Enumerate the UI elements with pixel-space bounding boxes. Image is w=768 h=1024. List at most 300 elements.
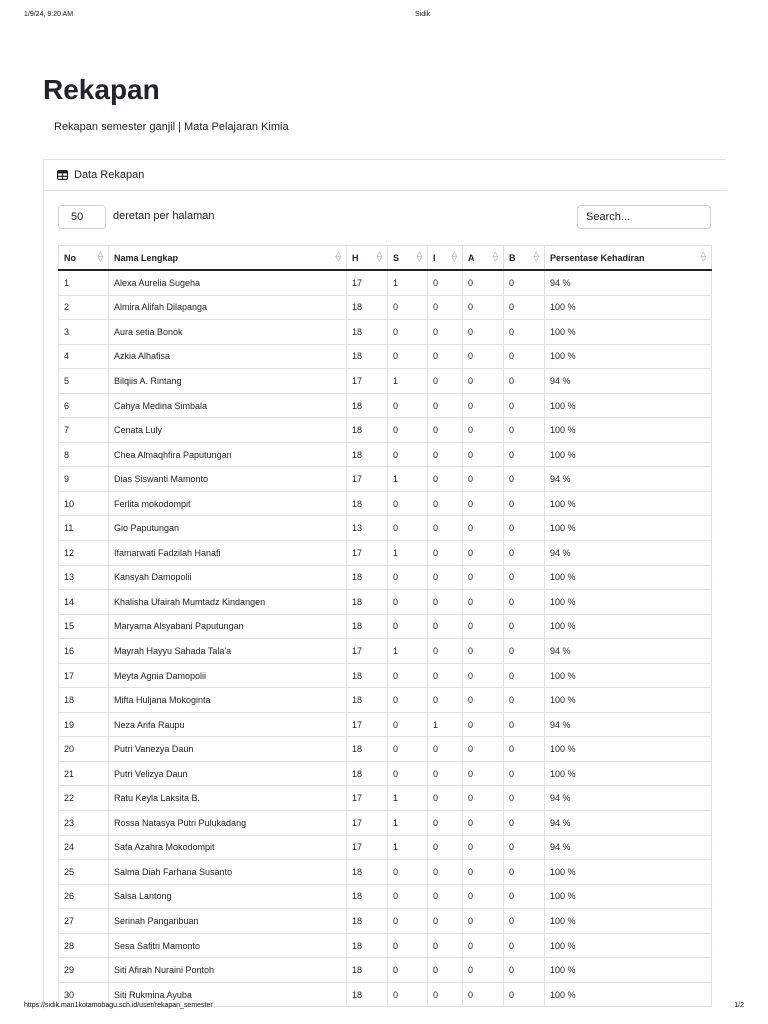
table-cell: 0 (428, 295, 463, 320)
table-cell: 6 (59, 393, 109, 418)
table-cell: 0 (428, 516, 463, 541)
table-row (59, 614, 712, 639)
table-cell: 100 % (545, 418, 712, 443)
table-row (59, 639, 712, 664)
table-cell: 0 (463, 663, 504, 688)
table-cell: 0 (388, 344, 428, 369)
table-cell: 22 (59, 786, 109, 811)
print-page-number: 1/2 (734, 1002, 744, 1009)
table-row (59, 491, 712, 516)
table-row (59, 688, 712, 713)
table-cell: 0 (428, 811, 463, 836)
table-cell: 0 (504, 565, 545, 590)
table-row (59, 884, 712, 909)
sort-icon: △ ▽ (451, 251, 457, 263)
print-datetime: 1/9/24, 9:20 AM (24, 11, 74, 18)
table-cell: 0 (463, 467, 504, 492)
table-cell: 29 (59, 958, 109, 983)
table-cell: 0 (428, 737, 463, 762)
table-cell: Serinah Pangaribuan (109, 909, 347, 934)
table-cell: 0 (428, 688, 463, 713)
table-cell: 17 (347, 270, 388, 295)
table-cell: 0 (463, 295, 504, 320)
table-cell: 100 % (545, 982, 712, 1007)
card-header (44, 160, 727, 191)
table-cell: 0 (504, 663, 545, 688)
table-row (59, 761, 712, 786)
sort-icon: △ ▽ (97, 251, 103, 263)
table-cell: 0 (428, 541, 463, 566)
table-cell: 0 (388, 442, 428, 467)
table-cell: 0 (428, 786, 463, 811)
table-cell: 0 (463, 909, 504, 934)
table-cell: 18 (347, 737, 388, 762)
table-cell: 25 (59, 860, 109, 885)
table-cell: 0 (388, 565, 428, 590)
table-cell: 0 (463, 958, 504, 983)
sort-icon: △ ▽ (533, 251, 539, 263)
table-cell: 0 (388, 663, 428, 688)
table-row (59, 369, 712, 394)
table-row (59, 590, 712, 615)
table-cell: 0 (463, 418, 504, 443)
column-header-label: B (509, 252, 516, 263)
column-header-label: S (393, 252, 400, 263)
table-cell: 0 (428, 344, 463, 369)
table-icon (57, 170, 68, 183)
table-cell: 0 (504, 491, 545, 516)
table-cell: Ferlita mokodompit (109, 491, 347, 516)
table-cell: 100 % (545, 860, 712, 885)
table-cell: 18 (347, 320, 388, 345)
table-cell: 0 (463, 761, 504, 786)
table-cell: 8 (59, 442, 109, 467)
table-cell: 1 (388, 467, 428, 492)
table-cell: 0 (463, 270, 504, 295)
table-cell: 0 (504, 320, 545, 345)
table-cell: 27 (59, 909, 109, 934)
table-cell: 18 (347, 761, 388, 786)
table-cell: 19 (59, 712, 109, 737)
column-header-label: A (468, 252, 475, 263)
table-cell: 100 % (545, 590, 712, 615)
table-cell: 100 % (545, 884, 712, 909)
table-cell: 0 (428, 958, 463, 983)
table-cell: 17 (347, 712, 388, 737)
table-row (59, 786, 712, 811)
table-cell: Siti Afirah Nuraini Pontoh (109, 958, 347, 983)
table-cell: 18 (347, 688, 388, 713)
print-url: https://sidik.man1kotamobagu.sch.id/user/rekapan_semester (24, 1002, 213, 1009)
table-cell: 4 (59, 344, 109, 369)
table-cell: 18 (59, 688, 109, 713)
table-cell: 0 (428, 590, 463, 615)
table-cell: 0 (463, 811, 504, 836)
table-cell: 18 (347, 491, 388, 516)
table-cell: 13 (347, 516, 388, 541)
table-cell: 100 % (545, 344, 712, 369)
table-cell: Putri Vanezya Daun (109, 737, 347, 762)
table-cell: 0 (504, 958, 545, 983)
table-cell: Ifamarwati Fadzilah Hanafi (109, 541, 347, 566)
page-title: Rekapan (43, 74, 160, 105)
table-cell: 100 % (545, 933, 712, 958)
column-header[interactable] (428, 246, 463, 271)
table-cell: 0 (463, 541, 504, 566)
table-cell: 17 (347, 369, 388, 394)
column-header[interactable] (109, 246, 347, 271)
sort-icon: △ ▽ (376, 251, 382, 263)
page-subtitle: Rekapan semester ganjil | Mata Pelajaran Kimia (54, 121, 289, 133)
table-cell: 0 (428, 614, 463, 639)
table-cell: Rossa Natasya Putri Pulukadang (109, 811, 347, 836)
table-cell: Siti Rukmina Ayuba (109, 982, 347, 1007)
table-cell: 0 (388, 393, 428, 418)
table-cell: 100 % (545, 295, 712, 320)
table-cell: Cahya Medina Simbala (109, 393, 347, 418)
table-cell: 9 (59, 467, 109, 492)
table-cell: 13 (59, 565, 109, 590)
table-cell: 0 (428, 639, 463, 664)
table-cell: 0 (504, 982, 545, 1007)
table-cell: 0 (463, 442, 504, 467)
table-cell: 17 (347, 467, 388, 492)
table-cell: 0 (463, 933, 504, 958)
table-cell: 17 (347, 639, 388, 664)
table-cell: 0 (463, 835, 504, 860)
table-cell: 0 (504, 688, 545, 713)
table-cell: 12 (59, 541, 109, 566)
table-cell: 0 (388, 860, 428, 885)
table-cell: 20 (59, 737, 109, 762)
table-cell: 0 (463, 860, 504, 885)
table-row (59, 860, 712, 885)
table-cell: Mifta Huljana Mokoginta (109, 688, 347, 713)
table-cell: 0 (388, 295, 428, 320)
table-cell: 1 (388, 835, 428, 860)
table-cell: Salsa Lantong (109, 884, 347, 909)
table-row (59, 418, 712, 443)
table-row (59, 541, 712, 566)
table-cell: 0 (428, 270, 463, 295)
table-cell: 0 (504, 614, 545, 639)
table-cell: 3 (59, 320, 109, 345)
table-cell: Chea Almaqhfira Paputungan (109, 442, 347, 467)
table-cell: 100 % (545, 688, 712, 713)
column-header[interactable] (347, 246, 388, 271)
column-header-label: I (433, 252, 436, 263)
table-cell: Sesa Safitri Mamonto (109, 933, 347, 958)
table-cell: 0 (504, 884, 545, 909)
table-cell: 100 % (545, 909, 712, 934)
table-cell: 100 % (545, 761, 712, 786)
entries-per-page-select[interactable] (58, 205, 106, 229)
table-cell: 0 (388, 491, 428, 516)
table-cell: 0 (428, 982, 463, 1007)
table-cell: 0 (428, 418, 463, 443)
rekap-table (58, 245, 712, 1007)
table-cell: 94 % (545, 712, 712, 737)
table-cell: 18 (347, 393, 388, 418)
table-row (59, 467, 712, 492)
table-row (59, 712, 712, 737)
table-row (59, 811, 712, 836)
table-cell: 0 (463, 614, 504, 639)
table-cell: 0 (428, 884, 463, 909)
table-cell: 0 (463, 982, 504, 1007)
table-cell: Mayrah Hayyu Sahada Tala'a (109, 639, 347, 664)
table-cell: 11 (59, 516, 109, 541)
table-cell: 0 (504, 369, 545, 394)
table-cell: 0 (504, 270, 545, 295)
card-title: Data Rekapan (74, 169, 145, 181)
table-cell: 0 (463, 712, 504, 737)
table-cell: 1 (388, 811, 428, 836)
table-row (59, 270, 712, 295)
table-cell: 0 (388, 737, 428, 762)
table-cell: 1 (388, 786, 428, 811)
table-cell: 0 (463, 737, 504, 762)
table-cell: Azkia Alhafisa (109, 344, 347, 369)
table-cell: 0 (463, 344, 504, 369)
table-cell: 17 (347, 811, 388, 836)
table-cell: 18 (347, 933, 388, 958)
table-cell: 0 (504, 639, 545, 664)
table-cell: 0 (504, 786, 545, 811)
table-cell: 17 (59, 663, 109, 688)
table-cell: 0 (428, 491, 463, 516)
table-cell: 0 (388, 958, 428, 983)
table-row (59, 393, 712, 418)
table-cell: 100 % (545, 491, 712, 516)
table-cell: 0 (388, 761, 428, 786)
table-cell: 18 (347, 442, 388, 467)
table-cell: 1 (388, 639, 428, 664)
table-cell: 15 (59, 614, 109, 639)
table-cell: 0 (388, 982, 428, 1007)
table-cell: 0 (463, 590, 504, 615)
column-header-label: Nama Lengkap (114, 252, 179, 263)
table-cell: 94 % (545, 639, 712, 664)
table-cell: 0 (463, 369, 504, 394)
table-cell: 18 (347, 295, 388, 320)
table-cell: Aura setia Bonok (109, 320, 347, 345)
table-cell: 0 (388, 614, 428, 639)
column-header[interactable] (504, 246, 545, 271)
table-cell: Khalisha Ufairah Mumtadz Kindangen (109, 590, 347, 615)
table-row (59, 737, 712, 762)
table-cell: 0 (388, 688, 428, 713)
table-cell: 100 % (545, 614, 712, 639)
table-cell: 0 (504, 712, 545, 737)
table-cell: Bilqiis A. Rintang (109, 369, 347, 394)
table-cell: Alexa Aurelia Sugeha (109, 270, 347, 295)
table-cell: 16 (59, 639, 109, 664)
table-cell: 0 (428, 467, 463, 492)
table-cell: 0 (428, 835, 463, 860)
table-cell: 0 (504, 418, 545, 443)
table-cell: 94 % (545, 811, 712, 836)
table-cell: 1 (388, 369, 428, 394)
table-cell: 0 (504, 344, 545, 369)
table-header-row (59, 246, 712, 271)
table-cell: 0 (463, 320, 504, 345)
table-cell: Safa Azahra Mokodompit (109, 835, 347, 860)
table-cell: 94 % (545, 786, 712, 811)
table-cell: Salma Diah Farhana Susanto (109, 860, 347, 885)
table-cell: 0 (428, 933, 463, 958)
table-cell: 17 (347, 786, 388, 811)
table-cell: 0 (388, 590, 428, 615)
table-cell: 5 (59, 369, 109, 394)
table-cell: 18 (347, 909, 388, 934)
table-cell: 100 % (545, 737, 712, 762)
sort-icon: △ ▽ (335, 251, 341, 263)
table-cell: 18 (347, 958, 388, 983)
table-cell: 0 (504, 835, 545, 860)
table-cell: 0 (463, 639, 504, 664)
table-cell: 14 (59, 590, 109, 615)
table-cell: 100 % (545, 442, 712, 467)
table-cell: 18 (347, 344, 388, 369)
data-card (43, 159, 726, 1009)
table-row (59, 663, 712, 688)
table-cell: 26 (59, 884, 109, 909)
table-body (59, 270, 712, 1007)
table-cell: 94 % (545, 541, 712, 566)
table-cell: 0 (463, 884, 504, 909)
table-cell: Putri Velizya Daun (109, 761, 347, 786)
table-cell: 0 (504, 590, 545, 615)
table-cell: 100 % (545, 958, 712, 983)
table-cell: 0 (504, 393, 545, 418)
table-row (59, 295, 712, 320)
table-row (59, 344, 712, 369)
table-cell: 18 (347, 614, 388, 639)
table-cell: 0 (388, 320, 428, 345)
column-header[interactable] (545, 246, 712, 271)
table-cell: 18 (347, 590, 388, 615)
table-cell: 1 (388, 270, 428, 295)
table-cell: 18 (347, 884, 388, 909)
table-cell: 1 (388, 541, 428, 566)
table-cell: Ratu Keyla Laksita B. (109, 786, 347, 811)
table-cell: 18 (347, 860, 388, 885)
table-cell: 0 (388, 516, 428, 541)
table-cell: 0 (388, 909, 428, 934)
table-cell: 0 (504, 295, 545, 320)
table-cell: 0 (504, 541, 545, 566)
table-cell: Cenata Luly (109, 418, 347, 443)
table-row (59, 442, 712, 467)
table-cell: 0 (388, 933, 428, 958)
print-footer (24, 1002, 744, 1014)
table-row (59, 958, 712, 983)
table-cell: 18 (347, 663, 388, 688)
table-cell: 0 (428, 320, 463, 345)
sort-icon: △ ▽ (416, 251, 422, 263)
table-cell: 1 (428, 712, 463, 737)
table-cell: Meyta Agnia Damopolii (109, 663, 347, 688)
column-header-label: No (64, 252, 76, 263)
table-cell: 0 (388, 884, 428, 909)
table-cell: 0 (428, 860, 463, 885)
table-cell: Gio Paputungan (109, 516, 347, 541)
table-cell: 0 (504, 737, 545, 762)
table-cell: 2 (59, 295, 109, 320)
entries-per-page-label: deretan per halaman (113, 210, 215, 222)
table-cell: 0 (504, 811, 545, 836)
print-header (24, 11, 744, 23)
table-cell: 0 (463, 565, 504, 590)
table-row (59, 565, 712, 590)
sort-icon: △ ▽ (492, 251, 498, 263)
table-cell: 0 (428, 442, 463, 467)
table-cell: 0 (428, 663, 463, 688)
column-header-label: Persentase Kehadiran (550, 252, 645, 263)
table-cell: 0 (428, 369, 463, 394)
table-cell: 0 (388, 712, 428, 737)
column-header[interactable] (463, 246, 504, 271)
table-cell: 17 (347, 835, 388, 860)
column-header-label: H (352, 252, 359, 263)
table-cell: 0 (463, 688, 504, 713)
table-cell: 100 % (545, 320, 712, 345)
table-cell: 0 (428, 565, 463, 590)
table-cell: 7 (59, 418, 109, 443)
table-cell: 0 (504, 442, 545, 467)
table-row (59, 835, 712, 860)
table-row (59, 933, 712, 958)
table-cell: 0 (388, 418, 428, 443)
table-cell: 18 (347, 982, 388, 1007)
table-row (59, 909, 712, 934)
table-cell: Maryama Alsyabani Paputungan (109, 614, 347, 639)
table-cell: 28 (59, 933, 109, 958)
table-cell: 30 (59, 982, 109, 1007)
table-cell: 94 % (545, 835, 712, 860)
table-cell: 100 % (545, 565, 712, 590)
table-cell: Dias Siswanti Mamonto (109, 467, 347, 492)
table-cell: 100 % (545, 663, 712, 688)
table-cell: 94 % (545, 270, 712, 295)
column-header[interactable] (388, 246, 428, 271)
table-cell: 0 (504, 933, 545, 958)
table-cell: 94 % (545, 467, 712, 492)
search-input[interactable] (577, 205, 711, 229)
table-cell: 21 (59, 761, 109, 786)
table-cell: Neza Arifa Raupu (109, 712, 347, 737)
table-cell: 1 (59, 270, 109, 295)
table-cell: 18 (347, 565, 388, 590)
table-cell: 0 (504, 909, 545, 934)
table-cell: 17 (347, 541, 388, 566)
table-cell: 18 (347, 418, 388, 443)
table-cell: 100 % (545, 393, 712, 418)
column-header[interactable] (59, 246, 109, 271)
sort-icon: △ ▽ (700, 251, 706, 263)
table-cell: 0 (463, 786, 504, 811)
table-cell: 0 (504, 467, 545, 492)
table-cell: 23 (59, 811, 109, 836)
table-row (59, 320, 712, 345)
table-cell: 94 % (545, 369, 712, 394)
table-cell: Almira Alifah Dilapanga (109, 295, 347, 320)
table-cell: Kansyah Damopolii (109, 565, 347, 590)
table-row (59, 516, 712, 541)
table-cell: 0 (428, 393, 463, 418)
table-cell: 0 (504, 860, 545, 885)
